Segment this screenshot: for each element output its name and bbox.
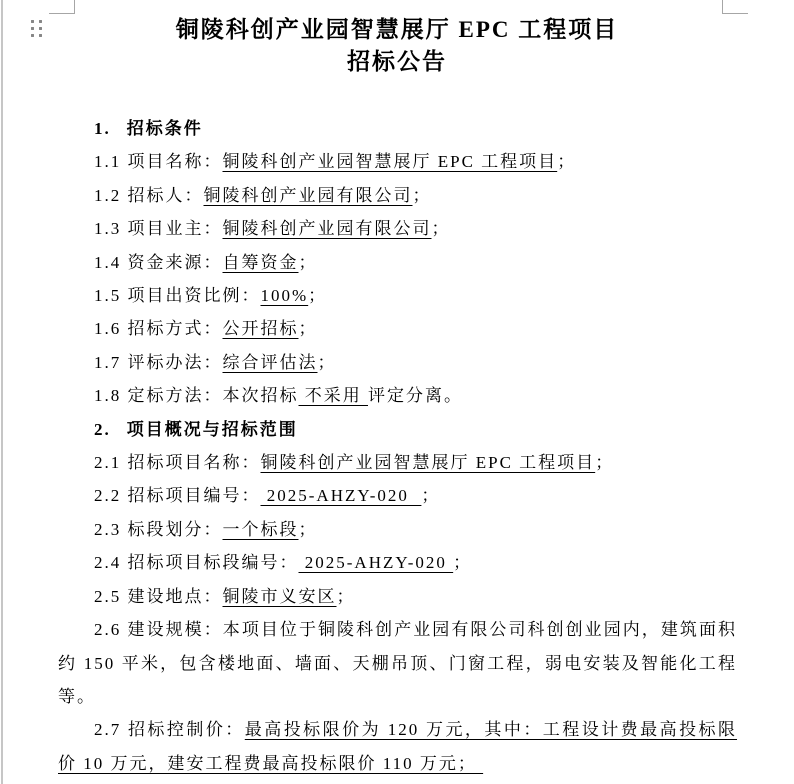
item-1-6-value: 公开招标 [222,319,299,339]
item-2-4-value: 2025-AHZY-020 [298,553,454,573]
section-heading-2 [58,413,737,446]
section-1-number: 1. [94,119,111,138]
item-1-7-value: 综合评估法 [222,352,318,372]
item-2-5-value: 铜陵市义安区 [222,586,337,606]
item-2-4-label: 2.4 招标项目标段编号： [94,553,299,573]
item-1-8-value: 不采用 [298,386,368,406]
item-2-5-end: ； [336,586,356,606]
item-1-3 [58,212,737,245]
item-1-3-label: 1.3 项目业主： [94,219,223,239]
item-2-7-value: 最高投标限价为 120 万元，其中：工程设计费最高投标限价 10 万元，建安工程费最高投标限价 110 万元； [58,720,738,773]
item-2-1-end: ； [595,453,615,473]
item-1-4-label: 1.4 资金来源： [94,252,223,272]
section-2-title: 项目概况与招标范围 [126,419,298,439]
item-1-4-end: ； [298,252,318,272]
item-1-1 [58,145,737,178]
section-heading-1 [58,112,737,145]
margin-crop-mark-top-left-icon [49,0,75,14]
item-1-2 [58,179,737,212]
document-title [40,14,754,78]
item-2-3-end: ； [298,519,318,539]
item-1-7-label: 1.7 评标办法： [94,352,223,372]
item-1-2-end: ； [412,185,432,205]
item-1-3-end: ； [431,219,451,239]
item-1-6-end: ； [298,319,318,339]
item-1-7-end: ； [317,352,337,372]
margin-crop-mark-top-right-icon [722,0,748,14]
item-1-4-value: 自筹资金 [222,252,299,272]
item-1-1-end: ； [557,152,577,172]
item-1-8 [58,379,737,412]
item-2-5-label: 2.5 建设地点： [94,586,223,606]
title-line-2: 招标公告 [347,49,447,74]
item-2-4-end: ； [453,553,473,573]
item-2-5 [58,580,737,613]
item-1-5-label: 1.5 项目出资比例： [94,286,261,306]
item-1-4 [58,246,737,279]
item-2-6 [58,613,737,713]
item-1-5 [58,279,737,312]
item-2-4 [58,546,737,579]
item-1-3-value: 铜陵科创产业园有限公司 [222,219,432,239]
section-2-number: 2. [94,419,111,439]
item-2-2 [58,479,737,512]
document-body [0,112,794,780]
item-1-1-label: 1.1 项目名称： [94,152,223,172]
page-left-border [1,0,3,784]
item-2-7-label: 2.7 招标控制价： [94,720,245,740]
drag-handle-icon[interactable] [31,20,42,37]
item-2-3-label: 2.3 标段划分： [94,519,223,539]
item-2-2-end: ； [421,486,441,506]
item-1-6-label: 1.6 招标方式： [94,319,223,339]
title-line-1: 铜陵科创产业园智慧展厅 EPC 工程项目 [175,17,619,42]
item-2-1-value: 铜陵科创产业园智慧展厅 EPC 工程项目 [260,453,596,473]
item-2-2-label: 2.2 招标项目编号： [94,486,261,506]
item-2-6-text: 2.6 建设规模：本项目位于铜陵科创产业园有限公司科创创业园内，建筑面积约 150 平米，包含楼地面、墙面、天棚吊顶、门窗工程，弱电安装及智能化工程等。 [58,620,737,706]
item-1-8-label: 1.8 定标方法：本次招标 [94,386,299,406]
item-2-1-label: 2.1 招标项目名称： [94,453,261,473]
item-2-3 [58,513,737,546]
item-1-7 [58,346,737,379]
item-1-2-value: 铜陵科创产业园有限公司 [203,185,413,205]
item-1-8-end: 评定分离。 [368,386,463,406]
item-2-7 [58,713,737,780]
item-1-5-end: ； [308,286,328,306]
item-1-6 [58,312,737,345]
item-1-1-value: 铜陵科创产业园智慧展厅 EPC 工程项目 [222,152,558,172]
item-1-5-value: 100% [260,286,309,306]
item-2-3-value: 一个标段 [222,519,299,539]
item-2-1 [58,446,737,479]
item-1-2-label: 1.2 招标人： [94,185,204,205]
item-2-2-value: 2025-AHZY-020 [260,486,422,506]
section-1-title: 招标条件 [126,119,203,138]
